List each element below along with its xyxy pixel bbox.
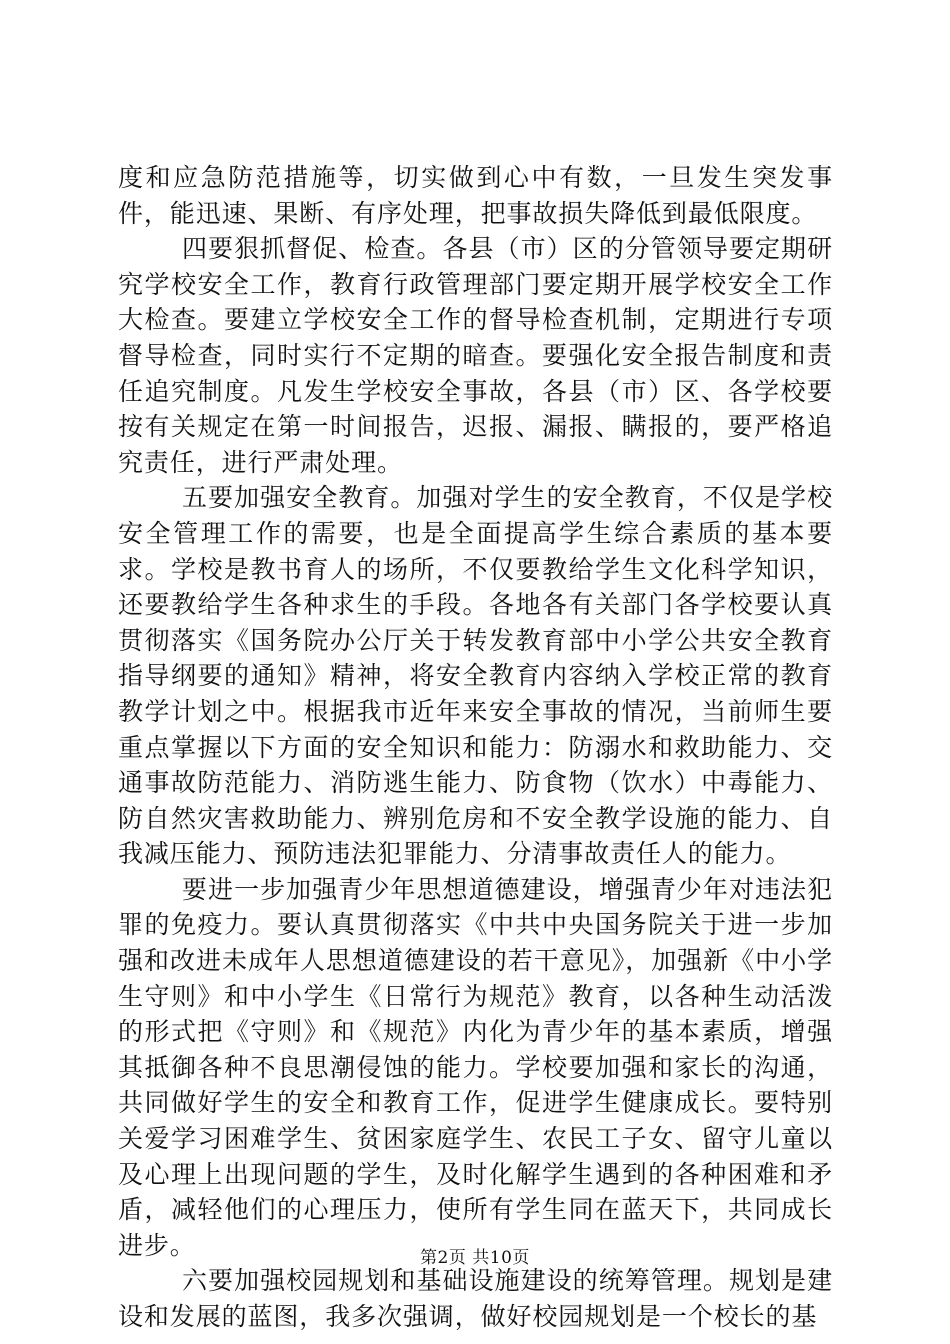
paragraph-continuation: 度和应急防范措施等，切实做到心中有数，一旦发生突发事件，能迅速、果断、有序处理，把事故损失降低到最低限度。	[118, 163, 833, 228]
paragraph-safety-education: 五要加强安全教育。加强对学生的安全教育，不仅是学校安全管理工作的需要，也是全面提高学生综合素质的基本要求。学校是教书育人的场所，不仅要教给学生文化科学知识，还要教给学生各种求生的手段。各地各有关部门各学校要认真贯彻落实《国务院办公厅关于转发教育部中小学公共安全教育指导纲要的通知》精神，将安全教育内容纳入学校正常的教育教学计划之中。根据我市近年来安全事故的情况，当前师生要重点掌握以下方面的安全知识和能力：防溺水和救助能力、交通事故防范能力、消防逃生能力、防食物（饮水）中毒能力、防自然灾害救助能力、辨别危房和不安全教学设施的能力、自我减压能力、预防违法犯罪能力、分清事故责任人的能力。	[118, 483, 833, 869]
paragraph-moral-education: 要进一步加强青少年思想道德建设，增强青少年对违法犯罪的免疫力。要认真贯彻落实《中共中央国务院关于进一步加强和改进未成年人思想道德建设的若干意见》，加强新《中小学生守则》和中小学生《日常行为规范》教育，以各种生动活泼的形式把《守则》和《规范》内化为青少年的基本素质，增强其抵御各种不良思潮侵蚀的能力。学校要加强和家长的沟通，共同做好学生的安全和教育工作，促进学生健康成长。要特别关爱学习困难学生、贫困家庭学生、农民工子女、留守儿童以及心理上出现问题的学生，及时化解学生遇到的各种困难和矛盾，减轻他们的心理压力，使所有学生同在蓝天下，共同成长进步。	[118, 874, 833, 1260]
paragraph-campus-planning: 六要加强校园规划和基础设施建设的统筹管理。规划是建设和发展的蓝图，我多次强调，做好校园规划是一个校长的基	[118, 1266, 833, 1331]
page-number-footer: 第2页 共10页	[420, 1248, 530, 1268]
paragraph-inspection: 四要狠抓督促、检查。各县（市）区的分管领导要定期研究学校安全工作，教育行政管理部门要定期开展学校安全工作大检查。要建立学校安全工作的督导检查机制，定期进行专项督导检查，同时实行不定期的暗查。要强化安全报告制度和责任追究制度。凡发生学校安全事故，各县（市）区、各学校要按有关规定在第一时间报告，迟报、漏报、瞒报的，要严格追究责任，进行严肃处理。	[118, 234, 833, 477]
document-body	[118, 160, 833, 1335]
